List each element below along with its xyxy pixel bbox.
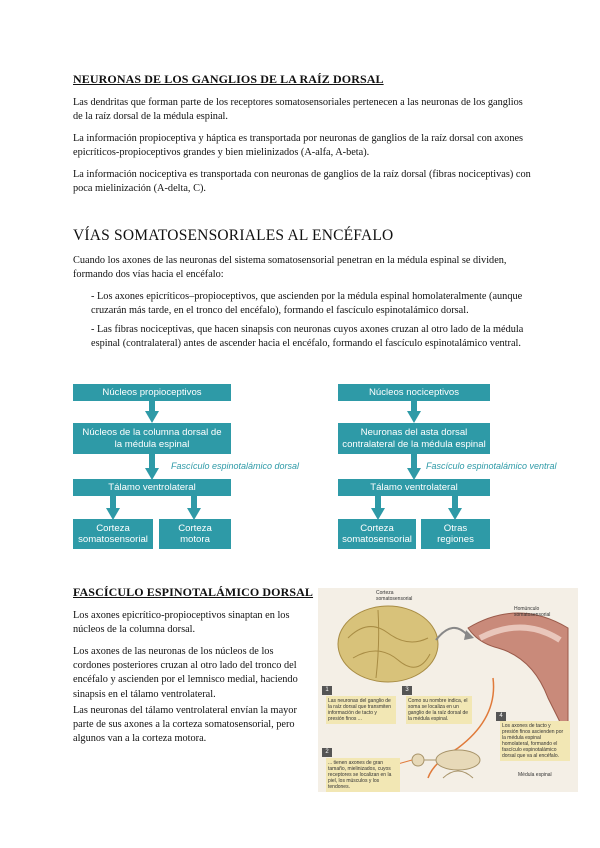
- left-box-columna-dorsal: Núcleos de la columna dorsal de la médula espinal: [73, 423, 231, 454]
- left-box-corteza-somatosensorial: Corteza somatosensorial: [73, 519, 153, 549]
- left-box-nucleos-propioceptivos: Núcleos propioceptivos: [73, 384, 231, 401]
- right-box-otras-regiones: Otras regiones: [421, 519, 490, 549]
- arrow-down-icon: [145, 411, 159, 423]
- section3-paragraph-1: Los axones epicrítico-propioceptivos sinaptan en los núcleos de la columna dorsal.: [73, 610, 290, 636]
- step-number: 4: [496, 712, 506, 721]
- anatomy-figure: [318, 588, 578, 792]
- left-box-talamo: Tálamo ventrolateral: [73, 479, 231, 496]
- section2-bullet-2: - Las fibras nociceptivas, que hacen sinapsis con neuronas cuyos axones cruzan al otro lado de la médula espinal (contralateral) antes de ascender hacia el encéfalo, formando el fascículo espinotalámico ventral.: [91, 324, 524, 350]
- arrow-down-icon: [407, 411, 421, 423]
- caption-3: Como su nombre indica, el soma se localiza en un ganglio de la raíz dorsal de la médula espinal.: [406, 696, 472, 724]
- arrow-curve-icon: [436, 628, 468, 640]
- cortex-section-illustration: [468, 613, 568, 738]
- left-fasciculo-label: Fascículo espinotalámico dorsal: [171, 461, 300, 471]
- label-homunculo: Homúnculo somatosensorial: [514, 606, 551, 618]
- caption-1: Las neuronas del ganglio de la raíz dorsal que transmiten información de tacto y presión finos ...: [326, 696, 396, 724]
- right-fasciculo-label: Fascículo espinotalámico ventral: [426, 461, 557, 471]
- caption-2: ... tienen axones de gran tamaño, mielinizados, cuyos receptores se localizan en la piel, los músculos y los tendones.: [326, 758, 400, 792]
- section2-bullet-1: - Los axones epicríticos–propioceptivos, que ascienden por la médula espinal homolateralmente (aunque cruzarán más tarde, en el tronco del encéfalo), formando el fascículo espinotalámico dorsal.: [91, 291, 523, 317]
- brain-illustration: [338, 606, 438, 682]
- right-box-corteza-somatosensorial: Corteza somatosensorial: [338, 519, 416, 549]
- ganglion-illustration: [412, 754, 424, 766]
- right-box-talamo: Tálamo ventrolateral: [338, 479, 490, 496]
- section1-paragraph-3: La información nociceptiva es transportada con neuronas de ganglios de la raíz dorsal (fibras nociceptivas) con poca mielinización (A-delta, C).: [73, 169, 531, 195]
- caption-4: Los axones de tacto y presión finos ascienden por la médula espinal homolateral, formando el fascículo espinotalámico dorsal que va al encéfalo.: [500, 721, 570, 761]
- spinal-cord-detail: [443, 771, 473, 778]
- section1-paragraph-2: La información propioceptiva y háptica es transportada por neuronas de ganglios de la raíz dorsal con axones epicríticos-propioceptivos grandes y bien mielinizados (A-alfa, A-beta).: [73, 133, 524, 159]
- label-corteza: Corteza somatosensorial: [376, 590, 413, 602]
- step-number: 2: [322, 748, 332, 757]
- section3-paragraph-3: Las neuronas del tálamo ventrolateral envían la mayor parte de sus axones a la corteza somatosensorial, pero algunos van a la corteza motora.: [73, 705, 297, 745]
- right-box-asta-dorsal: Neuronas del asta dorsal contralateral de la médula espinal: [338, 423, 490, 454]
- section1-title: NEURONAS DE LOS GANGLIOS DE LA RAÍZ DORSAL: [73, 72, 384, 86]
- step-number: 3: [402, 686, 412, 695]
- label-medula: Médula espinal: [518, 772, 552, 778]
- spinal-cord-illustration: [436, 750, 480, 770]
- section2-intro: Cuando los axones de las neuronas del sistema somatosensorial penetran en la médula espinal se dividen, formando dos vías hacia el encéfalo:: [73, 255, 507, 281]
- section3-title: FASCÍCULO ESPINOTALÁMICO DORSAL: [73, 585, 314, 599]
- right-box-nucleos-nociceptivos: Núcleos nociceptivos: [338, 384, 490, 401]
- left-box-corteza-motora: Corteza motora: [159, 519, 231, 549]
- step-number: 1: [322, 686, 332, 695]
- section2-title: VÍAS SOMATOSENSORIALES AL ENCÉFALO: [73, 227, 394, 244]
- section1-paragraph-1: Las dendritas que forman parte de los receptores somatosensoriales pertenecen a las neuronas de los ganglios de la raíz dorsal de la médula espinal.: [73, 97, 523, 123]
- section3-paragraph-2: Los axones de las neuronas de los núcleos de los cordones posteriores cruzan al otro lado del tronco del encéfalo y ascienden por el lemnisco medial, haciendo sinapsis en el tálamo ventrolateral.: [73, 646, 298, 700]
